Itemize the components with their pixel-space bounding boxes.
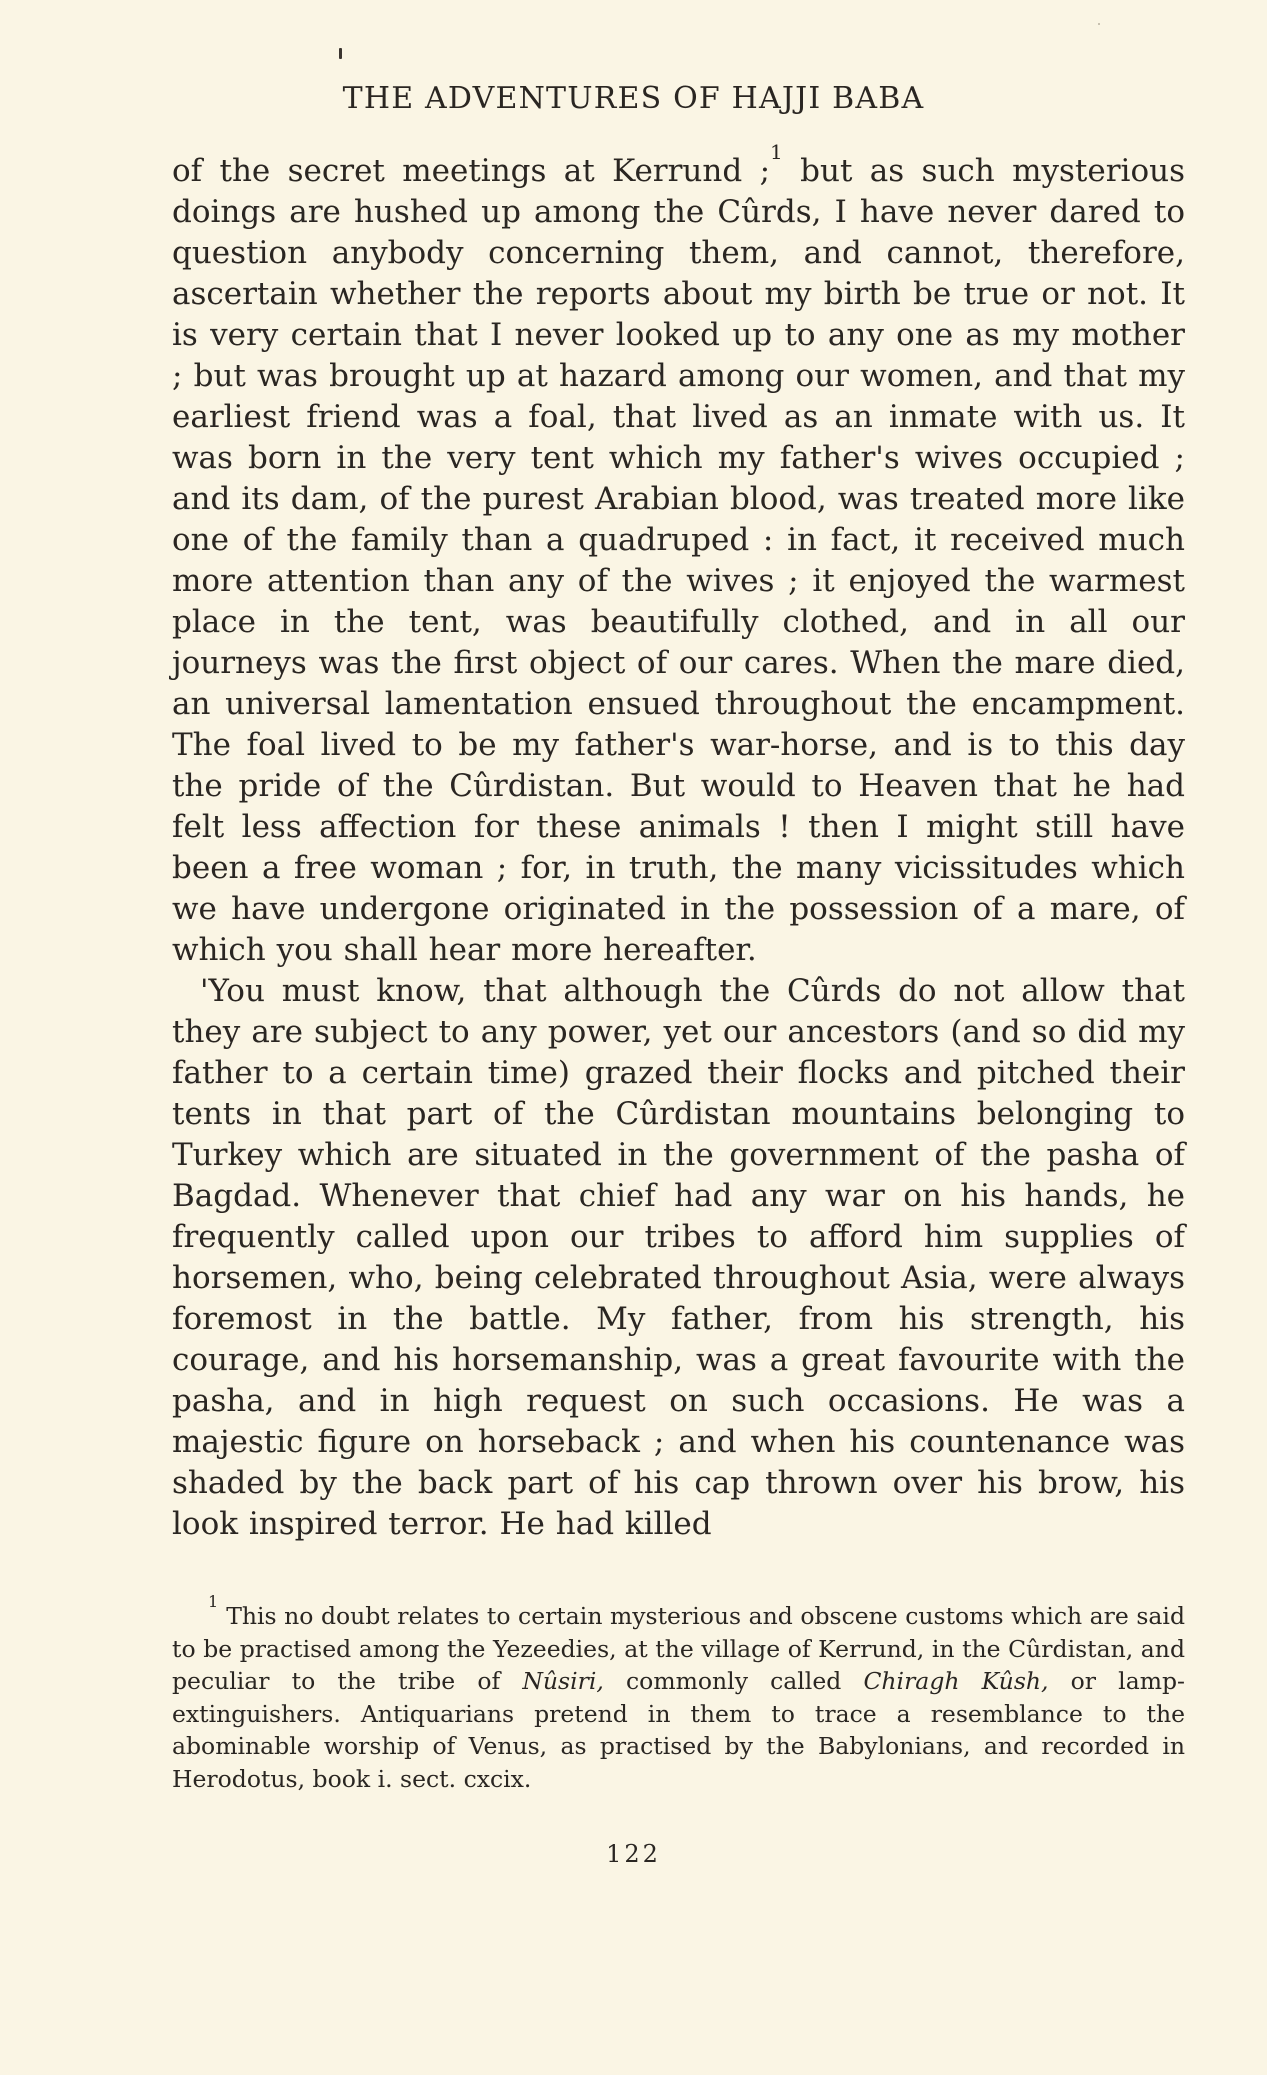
footnote-text-part-3: or lamp-extinguishers. Antiquarians pretend in them to trace a resemblance to the abominable worship of Venus, as practised by the Babylonians, and recorded in Herodotus, book i. sect. cxcix.	[172, 1667, 1185, 1793]
paragraph-1	[172, 139, 1186, 971]
footnote-text-part-2: commonly called	[603, 1667, 864, 1695]
footnote-divider	[172, 1580, 1185, 1581]
running-head: THE ADVENTURES OF HAJJI BABA	[342, 81, 925, 116]
paragraph-1-rest: but as such mysterious doings are hushed up among the Cûrds, I have never dared to question anybody concerning them, and cannot, therefore, ascertain whether the reports about my birth be true or not. It is very certain that I never looked up to any one as my mother ; but was brought up at hazard among our women, and that my earliest friend was a foal, that lived as an inmate with us. It was born in the very tent which my father's wives occupied ; and its dam, of the purest Arabian blood, was treated more like one of the family than a quadruped : in fact, it received much more attention than any of the wives ; it enjoyed the warmest place in the tent, was beautifully clothed, and in all our journeys was the first object of our cares. When the mare died, an universal lamentation ensued throughout the encampment. The foal lived to be my father's war-horse, and is to this day the pride of the Cûrdistan. But would to Heaven that he had felt less affection for these animals ! then I might still have been a free woman ; for, in truth, the many vicissitudes which we have undergone originated in the possession of a mare, of which you shall hear more hereafter.	[172, 153, 1186, 968]
footnote	[172, 1592, 1185, 1795]
footnote-number: 1	[208, 1592, 219, 1612]
page-number: 122	[606, 1840, 661, 1868]
footnote-text-part-1: This no doubt relates to certain mysterious and obscene customs which are said to be practised among the Yezeedies, at the village of Kerrund, in the Cûrdistan, and peculiar to the tribe of	[172, 1602, 1185, 1695]
print-speck-dot	[1098, 23, 1100, 25]
paragraph-2: 'You must know, that although the Cûrds do not allow that they are subject to any power, yet our ancestors (and so did my father to a certain time) grazed their flocks and pitched their tents in that part of the Cûrdistan mountains belonging to Turkey which are situated in the government of the pasha of Bagdad. Whenever that chief had any war on his hands, he frequently called upon our tribes to afford him supplies of horsemen, who, being celebrated throughout Asia, were always foremost in the battle. My father, from his strength, his courage, and his horsemanship, was a great favourite with the pasha, and in high request on such occasions. He was a majestic figure on horseback ; and when his countenance was shaded by the back part of his cap thrown over his brow, his look inspired terror. He had killed	[172, 973, 1185, 1542]
paragraph-1-start: of the secret meetings at Kerrund ;	[172, 153, 771, 189]
body-text	[172, 139, 1186, 1545]
print-speck-mark	[339, 48, 342, 59]
footnote-italic-name: Chiragh Kûsh,	[863, 1667, 1049, 1695]
footnote-italic-tribe: Nûsiri,	[522, 1667, 604, 1695]
footnote-reference-marker: 1	[770, 139, 783, 164]
